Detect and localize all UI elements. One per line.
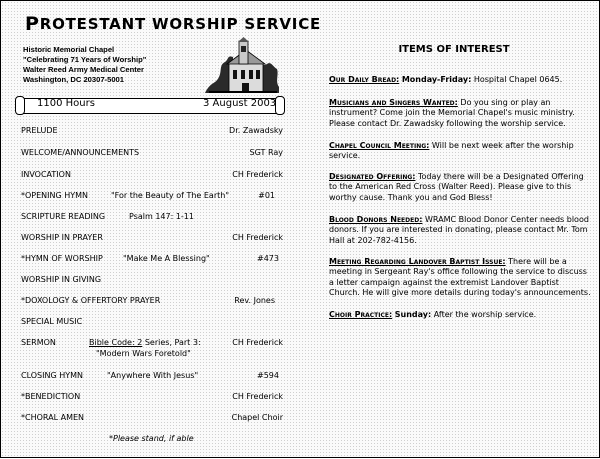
scroll-curl-left [15, 96, 25, 115]
interest-item: Chapel Council Meeting: Will be next week after the worship service. [329, 141, 574, 161]
interest-item: Meeting Regarding Landover Baptist Issue: There will be a meeting in Sergeant Ray's office following the service to discuss a letter campaign against the extremist Landover Baptist Church. He will give more details during today's announcements. [329, 257, 591, 297]
service-time-banner [15, 96, 285, 114]
service-title: PROTESTANT WORSHIP SERVICE [25, 13, 322, 35]
chapel-motto: "Celebrating 71 Years of Worship" [23, 55, 147, 64]
service-hours: 1100 Hours [37, 98, 95, 109]
interest-item: Choir Practice: Sunday: After the worship service. [329, 310, 537, 319]
scroll-curl-right [275, 96, 285, 115]
chapel-name: Historic Memorial Chapel [23, 45, 115, 54]
worship-order-panel: PROTESTANT WORSHIP SERVICE Historic Memorial Chapel "Celebrating 71 Years of Worship" Walter Reed Army Medical Center Washington, DC 20307-5001 1100 Hours 3 August 2003 PRELUDE Dr. Zawadsky WELCOME/ANNOUNCEMENTS SGT Ray INVOCATION CH Frederick *OPENING HYMN "For the Beauty of The Earth" #01 SCRIPTURE READING Psalm 147: 1-11 WORSHIP IN PRAYER CH Frederick *HYMN OF WORSHIP "Make Me A Blessing" #473 WORSHIP IN GIVING *DOXOLOGY & OFFERTORY PRAYER Rev. Jones SPECIAL MUSIC SERMON Bible Code: 2 Series, Part 3: "Modern Wars Foretold" CH Frederick CLOSING HYMN "Anywhere With Jesus" #594 *BENEDICTION CH Frederick *CHORAL AMEN Chapel Choir *Please stand, if able [1, 1, 301, 459]
medical-center: Walter Reed Army Medical Center [23, 65, 144, 74]
interest-item: Blood Donors Needed: WRAMC Blood Donor Center needs blood donors. If you are interested in donating, please contact Mr. Tom Hall at 202-782-4156. [329, 215, 589, 245]
items-of-interest-panel [313, 1, 595, 459]
stand-footnote: *Please stand, if able [109, 434, 194, 443]
service-date: 3 August 2003 [203, 98, 277, 109]
chapel-illustration [205, 37, 279, 93]
interest-item: Our Daily Bread: Monday-Friday: Hospital Chapel 0645. [329, 75, 563, 84]
interest-item: Musicians and Singers Wanted: Do you sing or play an instrument? Come join the Memorial Chapel's music ministry. Please contact Dr. Zawadsky following the worship service. [329, 98, 575, 128]
items-of-interest-title: ITEMS OF INTEREST [398, 44, 510, 55]
interest-item: Designated Offering: Today there will be a Designated Offering to the American Red Cross (Walter Reed). Please give to this worthy cause. Thank you and God Bless! [329, 172, 584, 202]
chapel-header [23, 45, 146, 85]
chapel-address: Washington, DC 20307-5001 [23, 75, 124, 84]
